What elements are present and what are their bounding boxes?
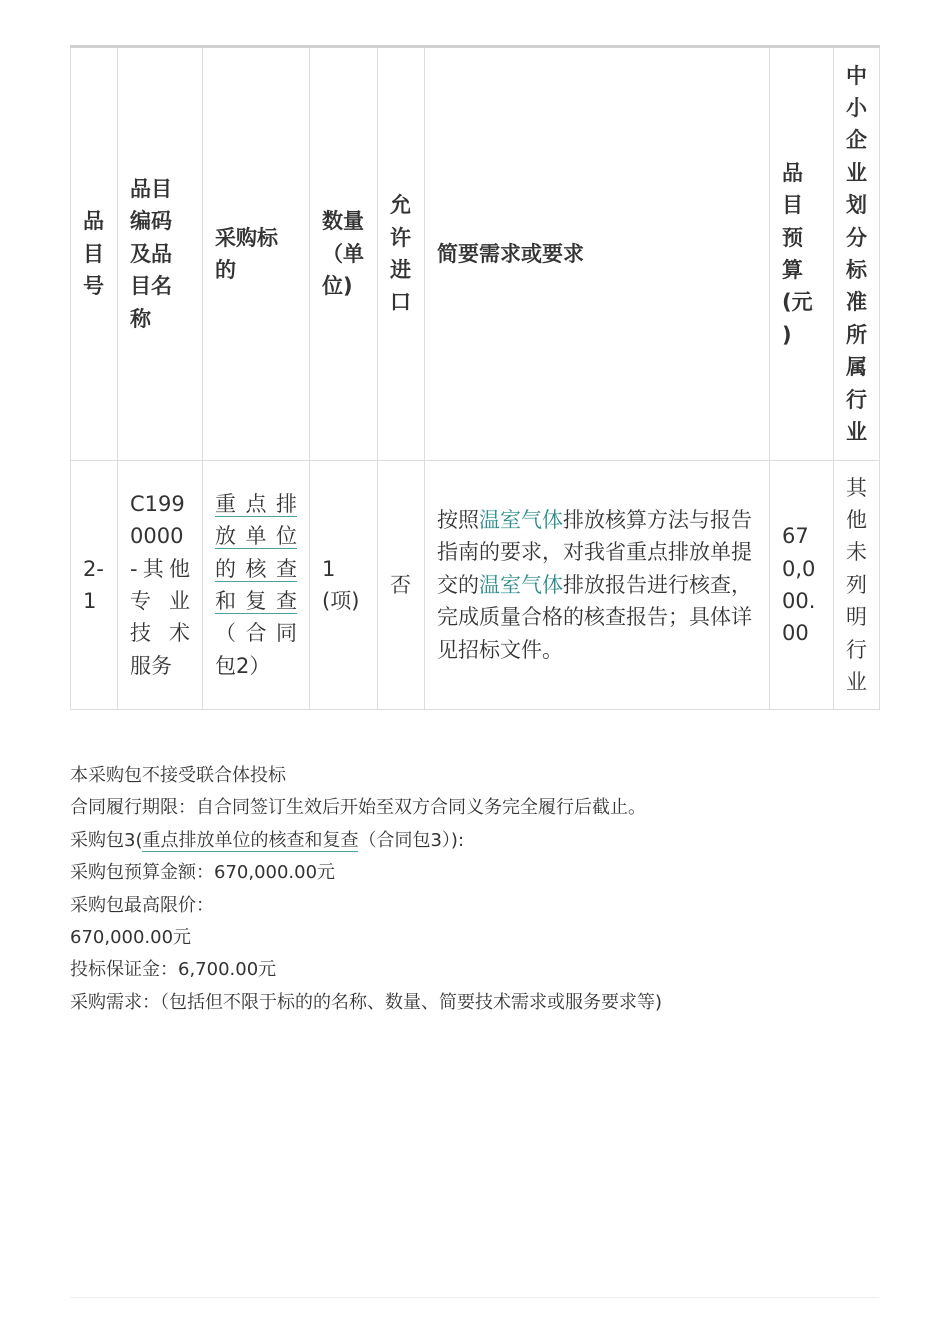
cell-budget: 670,000.00 [770, 461, 834, 710]
cell-target [203, 461, 310, 710]
header-sme-industry: 中小企业划分标准所属行业 [834, 47, 880, 461]
package3-suffix: （合同包3）): [358, 829, 465, 851]
greenhouse-gas-term-2[interactable]: 温室气体 [479, 572, 563, 597]
req-part1: 按照 [437, 507, 479, 532]
header-budget: 品目预算(元) [770, 47, 834, 461]
table-header-row [71, 47, 880, 461]
bid-bond-note: 投标保证金：6,700.00元 [70, 959, 277, 981]
procurement-table [70, 45, 880, 710]
budget-amount-note: 采购包预算金额：670,000.00元 [70, 862, 336, 884]
cell-sme-industry: 其他未列明行业 [834, 461, 880, 710]
cell-requirement [425, 461, 770, 710]
req-part2: 排放核算方法与报告指南的要求，对我省重点排放单提交的 [437, 507, 752, 597]
cell-item-no: 2-1 [71, 461, 118, 710]
table-row [71, 461, 880, 710]
cell-quantity: 1(项) [310, 461, 378, 710]
package3-link[interactable]: 重点排放单位的核查和复查 [142, 829, 359, 851]
cell-import: 否 [378, 461, 425, 710]
header-code-name: 品目编码及品目名称 [118, 47, 203, 461]
target-link[interactable]: 重点排放单位的核查和复查 [215, 491, 297, 613]
greenhouse-gas-term-1[interactable]: 温室气体 [479, 507, 563, 532]
cell-code-name: C1990000-其他专业技术服务 [118, 461, 203, 710]
max-price-value: 670,000.00元 [70, 927, 192, 949]
header-import: 允许进口 [378, 47, 425, 461]
max-price-label: 采购包最高限价： [70, 894, 214, 916]
header-quantity: 数量（单位) [310, 47, 378, 461]
bottom-divider [70, 1297, 879, 1298]
header-item-no: 品目号 [71, 47, 118, 461]
header-requirement: 简要需求或要求 [425, 47, 770, 461]
target-suffix: （合同包2） [215, 621, 297, 678]
contract-period-note: 合同履行期限：自合同签订生效后开始至双方合同义务完全履行后截止。 [70, 797, 646, 819]
package3-heading [70, 825, 890, 857]
requirement-note: 采购需求：（包括但不限于标的的名称、数量、简要技术需求或服务要求等) [70, 991, 663, 1013]
package3-prefix: 采购包3( [70, 829, 143, 851]
no-consortium-note: 本采购包不接受联合体投标 [70, 765, 286, 786]
header-target: 采购标的 [203, 47, 310, 461]
req-part3: 排放报告进行核查，完成质量合格的核查报告；具体详见招标文件。 [437, 572, 752, 662]
package-notes [70, 760, 890, 1019]
